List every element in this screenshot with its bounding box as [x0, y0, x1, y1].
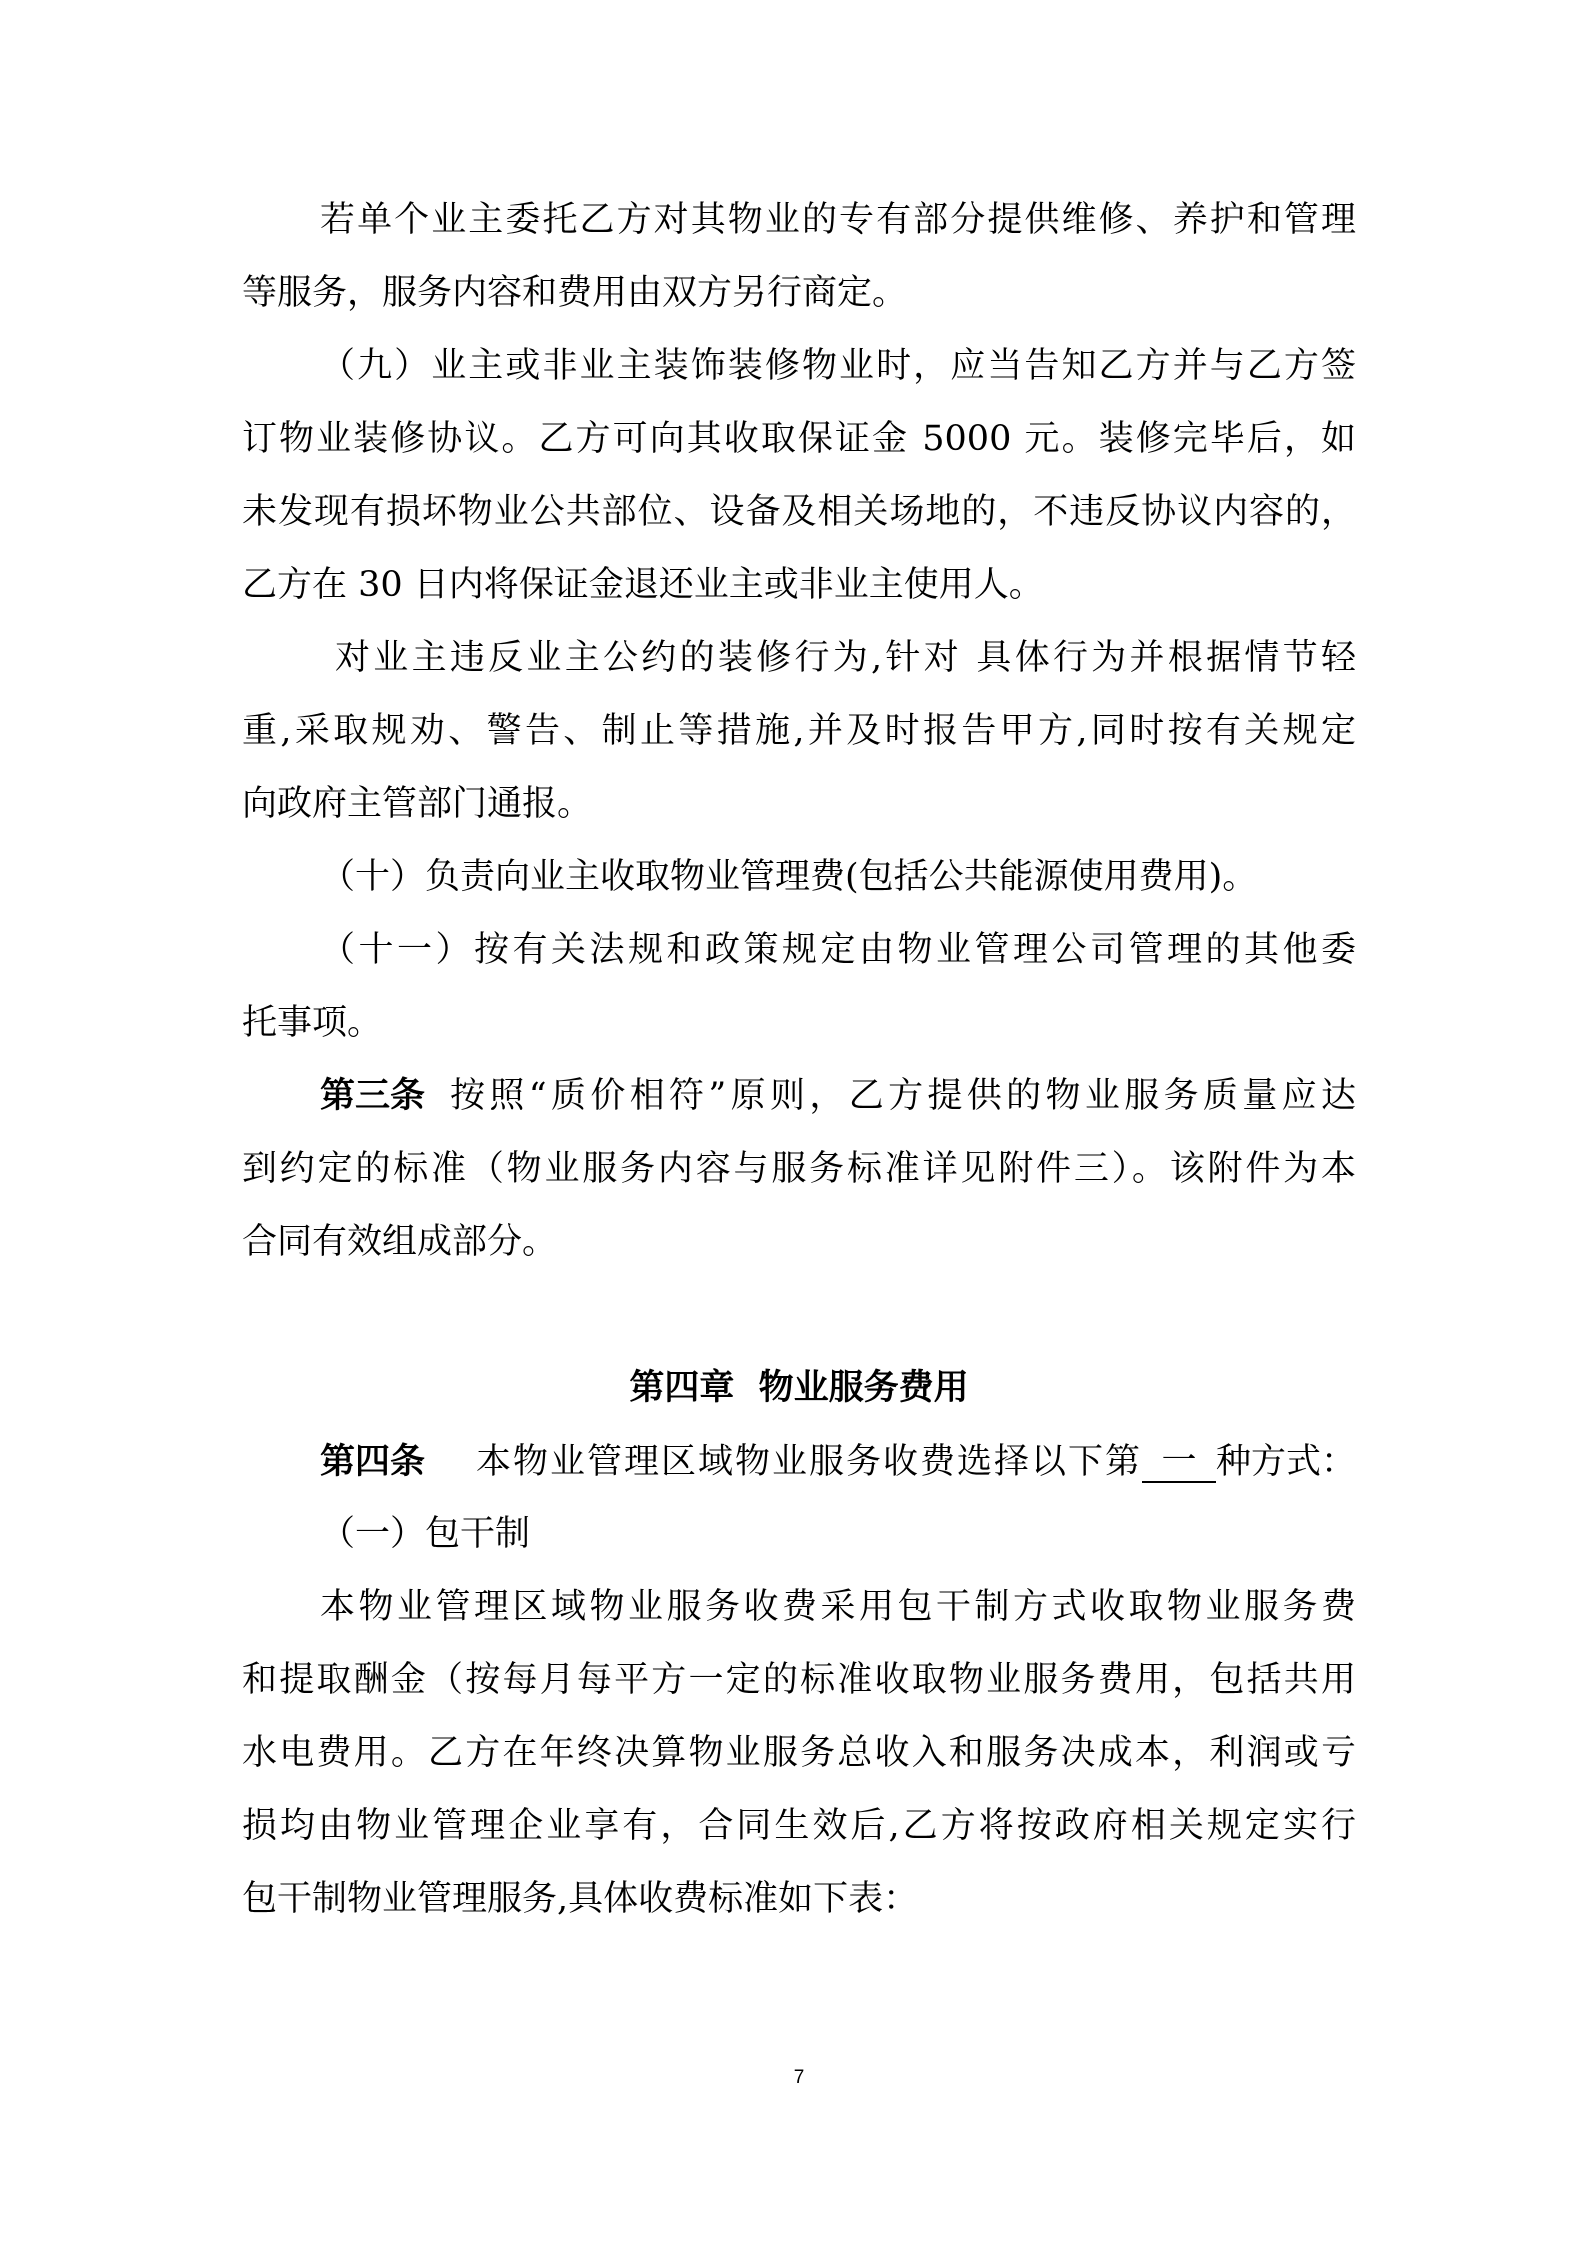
article-4-choice-blank: 一: [1142, 1441, 1216, 1483]
article-4-line: [242, 1425, 1356, 1498]
text-line: （九）业主或非业主装饰装修物业时，应当告知乙方并与乙方签: [320, 346, 1356, 386]
text-line: 本物业管理区域物业服务收费采用包干制方式收取物业服务费: [320, 1587, 1356, 1627]
article-4-label: 第四条: [320, 1441, 426, 1482]
text-line: （十一）按有关法规和政策规定由物业管理公司管理的其他委: [320, 930, 1356, 970]
text-line: 若单个业主委托乙方对其物业的专有部分提供维修、养护和管理: [320, 200, 1356, 240]
text-line: 水电费用。乙方在年终决算物业服务总收入和服务决成本，利润或亏: [242, 1733, 1356, 1773]
paragraph-exclusive-part-services: [242, 184, 1356, 330]
text-line: 包干制物业管理服务,具体收费标准如下表：: [242, 1879, 919, 1919]
text-line: 按照“质价相符”原则，乙方提供的物业服务质量应达: [450, 1076, 1356, 1116]
text-line: 重,采取规劝、警告、制止等措施,并及时报告甲方,同时按有关规定: [242, 711, 1356, 751]
paragraph-renovation-violation: [242, 622, 1356, 841]
text-line: 合同有效组成部分。: [242, 1222, 558, 1262]
blank-line: [242, 1279, 1356, 1352]
text-line: 对业主违反业主公约的装修行为,针对 具体行为并根据情节轻: [335, 638, 1356, 678]
text-line: 等服务，服务内容和费用由双方另行商定。: [242, 273, 908, 313]
text-line: 损均由物业管理企业享有，合同生效后,乙方将按政府相关规定实行: [242, 1806, 1356, 1846]
page-body: [242, 184, 1356, 1936]
text-line: 向政府主管部门通报。: [242, 784, 593, 824]
article-4-text-after: 种方式：: [1215, 1441, 1356, 1482]
article-4-text-before: 本物业管理区域物业服务收费选择以下第: [476, 1441, 1143, 1482]
article-3: [242, 1060, 1356, 1279]
article-3-label: 第三条: [320, 1076, 426, 1116]
text-line: （十）负责向业主收取物业管理费(包括公共能源使用费用)。: [320, 857, 1258, 897]
article-3-first-line: [242, 1060, 1356, 1133]
paragraph-item-11-other-matters: [242, 914, 1356, 1060]
paragraph-item-10-fee-collection: [242, 841, 1356, 914]
paragraph-lump-sum-system: [242, 1571, 1356, 1936]
text-line: 未发现有损坏物业公共部位、设备及相关场地的，不违反协议内容的，: [242, 492, 1356, 532]
option-1-title: （一）包干制: [320, 1514, 531, 1554]
paragraph-item-9-renovation: [242, 330, 1356, 622]
page-number: 7: [793, 2067, 805, 2088]
text-line: 到约定的标准（物业服务内容与服务标准详见附件三）。该附件为本: [242, 1149, 1356, 1189]
text-line: 托事项。: [242, 1003, 383, 1043]
text-line: 和提取酬金（按每月每平方一定的标准收取物业服务费用，包括共用: [242, 1660, 1356, 1700]
text-line: 订物业装修协议。乙方可向其收取保证金 5000 元。装修完毕后，如: [242, 419, 1356, 459]
text-line: 乙方在 30 日内将保证金退还业主或非业主使用人。: [242, 565, 1044, 605]
chapter-4-heading: 第四章 物业服务费用: [629, 1368, 969, 1408]
